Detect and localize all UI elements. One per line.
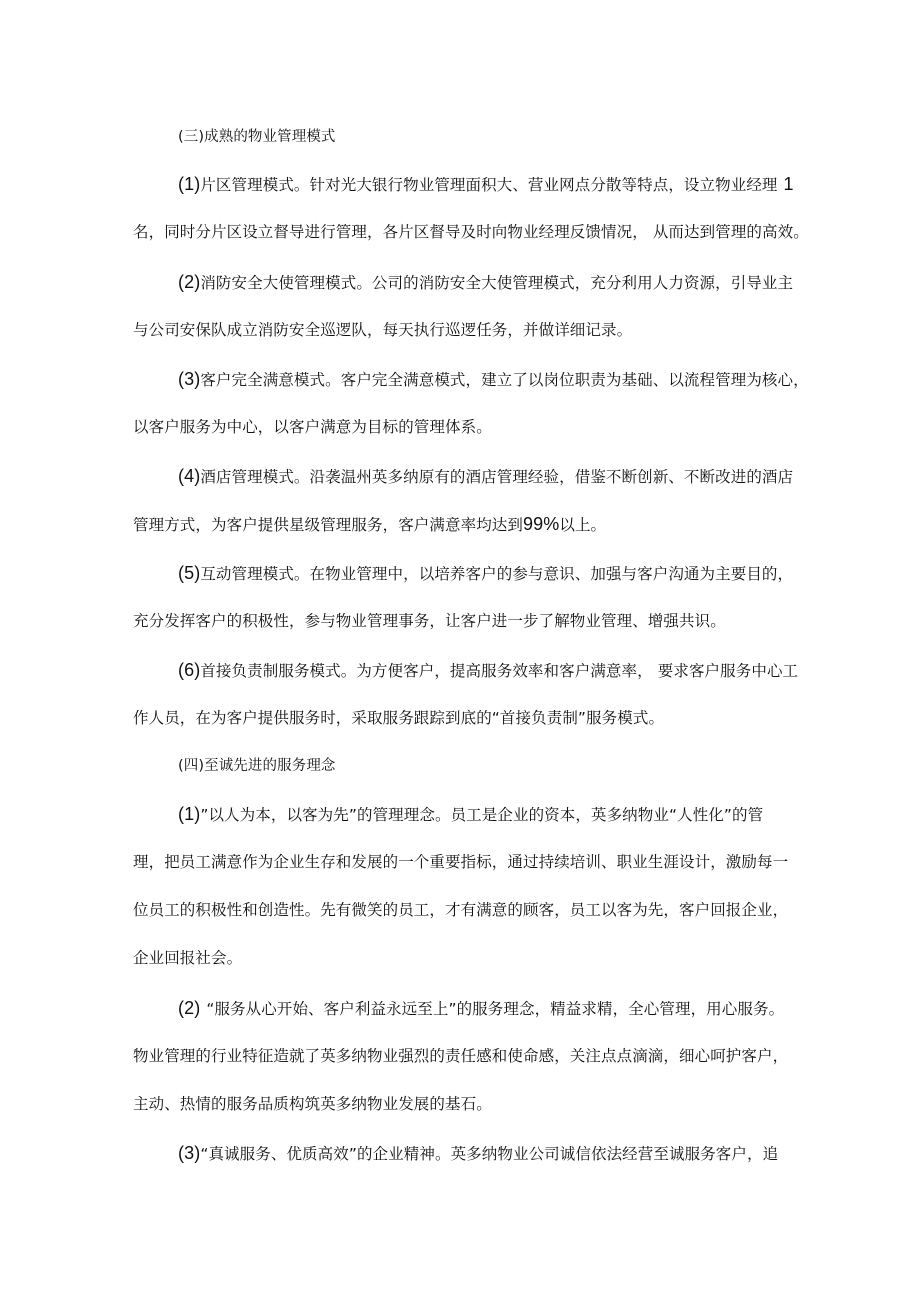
item-text: 以上。	[559, 516, 607, 534]
paragraph-line: 物业管理的行业特征造就了英多纳物业强烈的责任感和使命感，关注点点滴滴，细心呵护客户，	[133, 1047, 789, 1065]
paragraph-line: 名，同时分片区设立督导进行管理，各片区督导及时向物业经理反馈情况， 从而达到管理的高效。	[133, 223, 809, 241]
paragraph-line: 企业回报社会。	[133, 949, 243, 967]
item-text: 管理方式，为客户提供星级管理服务，客户满意率均达到	[133, 516, 524, 534]
item-text: ”以人为本，以客为先”的管理理念。员工是企业的资本，英多纳物业“人性化”的管	[200, 806, 764, 824]
percentage-value: 99%	[523, 514, 560, 534]
paragraph-line	[178, 660, 798, 681]
item-number: (3)	[178, 1143, 201, 1163]
item-text: 消防安全大使管理模式。公司的消防安全大使管理模式，充分利用人力资源，引导业主	[200, 274, 794, 292]
paragraph-line: 位员工的积极性和创造性。先有微笑的员工，才有满意的顾客，员工以客为先，客户回报企业，	[133, 901, 789, 919]
item-text: 酒店管理模式。沿袭温州英多纳原有的酒店管理经验，借鉴不断创新、不断改进的酒店	[200, 468, 794, 486]
paragraph-line	[178, 369, 809, 390]
paragraph-line: 主动、热情的服务品质构筑英多纳物业发展的基石。	[133, 1095, 492, 1113]
item-text: “服务从心开始、客户利益永远至上”的服务理念，精益求精，全心管理，用心服务。	[206, 1000, 785, 1018]
paragraph-line: 与公司安保队成立消防安全巡逻队，每天执行巡逻任务，并做详细记录。	[133, 321, 633, 339]
item-number: (2)	[178, 998, 201, 1018]
paragraph-line	[133, 514, 606, 535]
item-text: 互动管理模式。在物业管理中，以培养客户的参与意识、加强与客户沟通为主要目的，	[200, 565, 794, 583]
item-text: 片区管理模式。针对光大银行物业管理面积大、营业网点分散等特点，设立物业经理	[200, 176, 778, 194]
item-text: 首接负责制服务模式。为方便客户，提高服务效率和客户满意率， 要求客户服务中心工	[200, 662, 799, 680]
item-number-inline: 1	[783, 174, 794, 194]
item-number: (3)	[178, 369, 201, 389]
paragraph-line	[178, 1143, 778, 1164]
section-heading: (三)成熟的物业管理模式	[178, 129, 336, 145]
paragraph-line	[178, 272, 793, 293]
item-number: (2)	[178, 272, 201, 292]
section-heading: (四)至诚先进的服务理念	[178, 758, 336, 774]
paragraph-line	[178, 998, 784, 1019]
paragraph-line	[178, 804, 763, 825]
item-number: (5)	[178, 563, 201, 583]
paragraph-line: 作人员，在为客户提供服务时，采取服务跟踪到底的“首接负责制”服务模式。	[133, 709, 665, 727]
paragraph-line	[178, 174, 794, 195]
paragraph-line	[178, 563, 793, 584]
item-text: 客户完全满意模式。客户完全满意模式，建立了以岗位职责为基础、以流程管理为核心，	[200, 371, 809, 389]
paragraph-line: 充分发挥客户的积极性，参与物业管理事务，让客户进一步了解物业管理、增强共识。	[133, 612, 726, 630]
item-number: (1)	[178, 174, 201, 194]
item-number: (4)	[178, 466, 201, 486]
paragraph-line	[178, 466, 793, 487]
item-number: (1)	[178, 804, 201, 824]
paragraph-line: 理，把员工满意作为企业生存和发展的一个重要指标，通过持续培训、职业生涯设计，激励每一	[133, 853, 789, 871]
paragraph-line: 以客户服务为中心，以客户满意为目标的管理体系。	[133, 418, 492, 436]
item-number: (6)	[178, 660, 201, 680]
item-text: “真诚服务、优质高效”的企业精神。英多纳物业公司诚信依法经营至诚服务客户，追	[200, 1145, 779, 1163]
